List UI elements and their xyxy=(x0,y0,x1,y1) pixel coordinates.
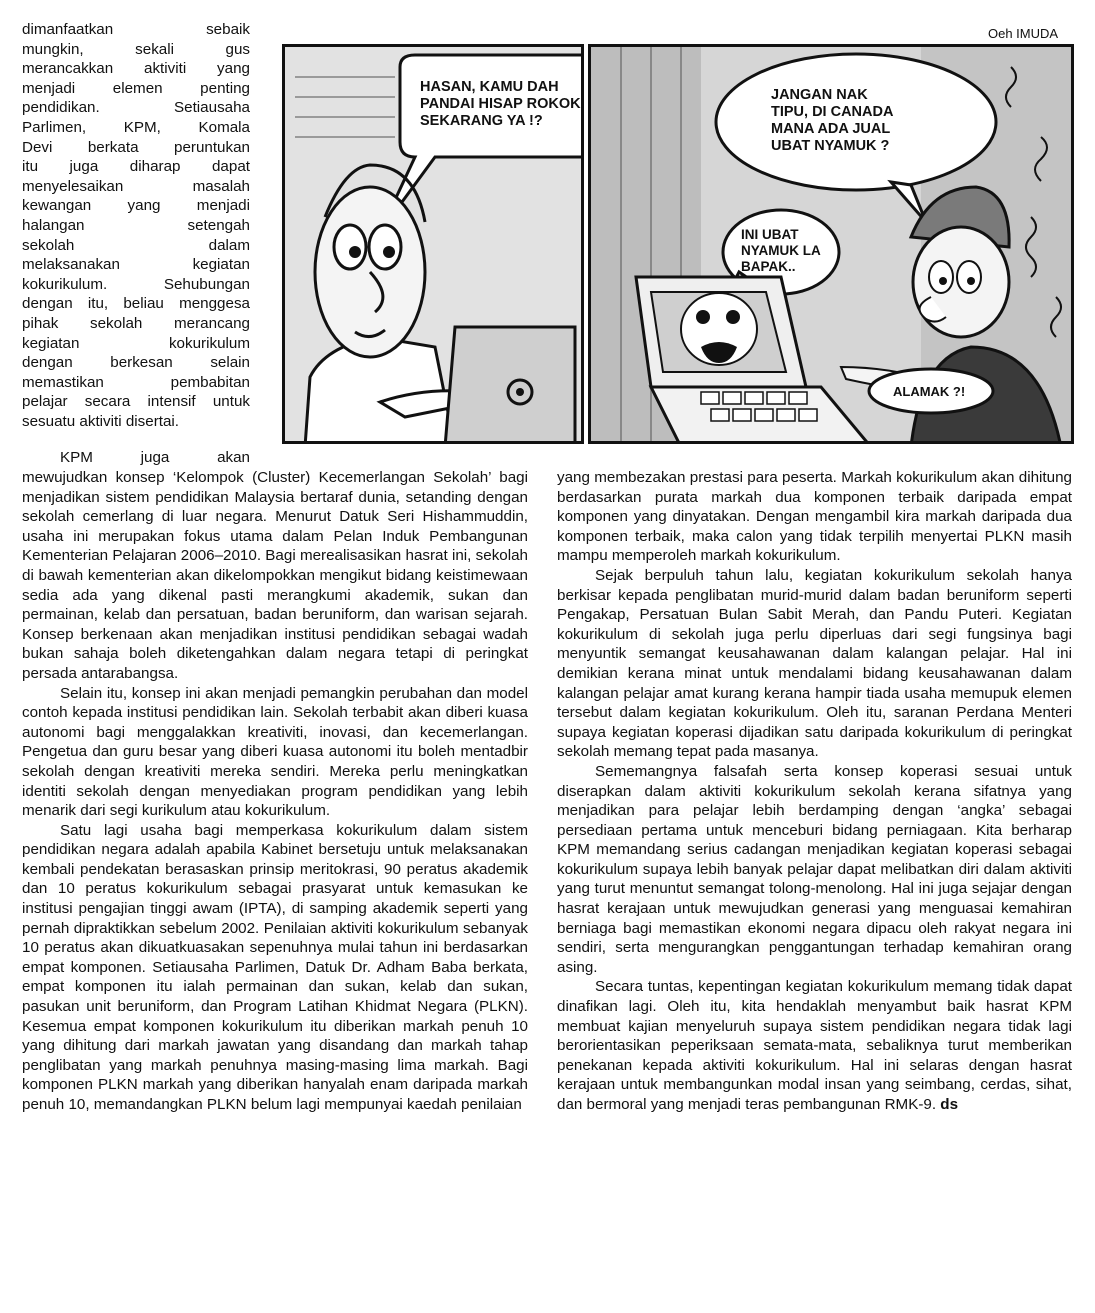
paragraph: Sememangnya falsafah serta konsep koperasi sesuai untuk diserapkan dalam aktiviti kokurikulum sekolah kerana sifatnya yang menjadikan para pelajar lebih berdamping dengan ‘angka’ sebagai persediaan pertama untuk menceburi bidang perniagaan. Kita berharap KPM memandang serius cadangan menjadikan kegiatan koperasi sebagai kokurikulum supaya lebih banyak pelajar dapat melibatkan diri dalam aktiviti yang turut menuntut semangat tolong-menolong. Hal ini juga sejajar dengan hasrat kerajaan untuk mewujudkan generasi yang menguasai kemahiran berniaga bagi memastikan ekonomi negara dipacu oleh rakyat negara ini sendiri, serta mengurangkan penggantungan terhadap kemahiran orang asing. xyxy=(557,762,1072,976)
intro-line: dimanfaatkan sebaik xyxy=(22,21,250,38)
paragraph: mewujudkan konsep ‘Kelompok (Cluster) Kecemerlangan Sekolah’ bagi menjadikan sistem pendidikan Malaysia bertaraf dunia, setanding dengan sekolah cemerlang di luar negara. Menurut Datuk Seri Hishammuddin, usaha ini merupakan fokus utama dalam Pelan Induk Pembangunan Kementerian Pelajaran 2006–2010. Bagi merealisasikan hasrat ini, sekolah di bawah kementerian akan dikelompokkan mengikut bidang keistimewaan sedia ada yang dikenal pasti merangkumi akademik, sukan dan permainan, kelab dan persatuan, badan beruniform, dan warisan sejarah. Konsep berkenaan akan menjadikan institusi pendidikan sebagai wadah bukan sahaja boleh diketengahkan dalam negara tetapi di peringkat persada antarabangsa. xyxy=(22,469,528,682)
editorial-cartoon xyxy=(282,44,1074,444)
intro-line: melaksanakan kegiatan xyxy=(22,256,250,274)
intro-line: sekolah dalam xyxy=(22,236,250,254)
paragraph-text: Secara tuntas, kepentingan kegiatan kokurikulum memang tidak dapat dinafikan lagi. Oleh itu, kita hendaklah menyambut baik hasrat KPM membuat kajian menyeluruh supaya sistem pendidikan negara tidak lagi berorientasikan peperiksaan semata-mata, sebaliknya turut memberikan penekanan kepada aktiviti kokurikulum. Hal ini selaras dengan hasrat kerajaan untuk membangunkan modal insan yang seimbang, cerdas, sihat, dan bermoral yang menjadi teras pembangunan RMK-9. xyxy=(557,978,1072,1113)
kpm-lead-line-wrap xyxy=(60,448,250,468)
intro-line: kokurikulum. Sehubungan xyxy=(22,275,250,293)
speech-bubble-exclaim: ALAMAK ?! xyxy=(893,384,966,399)
article-column-2 xyxy=(557,468,1072,1115)
intro-line: merancakkan aktiviti yang xyxy=(22,60,250,78)
kpm-lead-line: KPM juga akan xyxy=(60,449,250,466)
paragraph: Sejak berpuluh tahun lalu, kegiatan kokurikulum sekolah hanya berkisar kepada penglibatan murid-murid dalam badan beruniform seperti Pengakap, Persatuan Bulan Sabit Merah, dan Pandu Puteri. Kegiatan kokurikulum di sekolah juga perlu diperluas dari segi fungsinya bagi menyuntik semangat keusahawanan dalam kalangan pelajar. Hal ini demikian kerana minat untuk mendalami bidang keusahawanan dalam kalangan pelajar amat kurang kerana hampir tiada usaha memupuk elemen tersebut dalam kegiatan kokurikulum. Oleh itu, saranan Perdana Menteri supaya kegiatan koperasi dijadikan satu daripada kokurikulum di peringkat sekolah memang tepat pada masanya. xyxy=(557,566,1072,761)
intro-line: itu juga diharap dapat xyxy=(22,158,250,176)
intro-line: halangan setengah xyxy=(22,216,250,234)
intro-line: kewangan yang menjadi xyxy=(22,197,250,215)
cartoon-panel-1 xyxy=(282,44,584,444)
intro-line: dengan itu, beliau menggesa xyxy=(22,295,250,313)
article-column-1 xyxy=(22,468,528,1115)
speech-bubble-father-2: JANGAN NAK TIPU, DI CANADA MANA ADA JUAL UBAT NYAMUK ? xyxy=(771,87,894,154)
paragraph: yang membezakan prestasi para peserta. Markah kokurikulum akan dihitung berdasarkan purata markah dua komponen terbaik daripada empat komponen yang dinyatakan. Dengan mengambil kira markah daripada dua komponen terbaik, maka calon yang tidak terpilih menyertai PLKN masih mampu memperoleh markah kokurikulum. xyxy=(557,469,1072,565)
intro-line: pelajar secara intensif untuk xyxy=(22,393,250,411)
paragraph: Satu lagi usaha bagi memperkasa kokurikulum dalam sistem pendidikan negara adalah apabila Kabinet bersetuju untuk melaksanakan kembali pendekatan berasaskan prinsip meritokrasi, 90 peratus akademik dan 10 peratus kokurikulum sebagai prasyarat untuk kemasukan ke institusi pengajian tinggi awam (IPTA), di samping akademik seperti yang pernah dipraktikkan sebelum 2002. Penilaian aktiviti kokurikulum sebanyak 10 peratus akan dikuatkuasakan sepenuhnya mulai tahun ini berdasarkan empat komponen. Setiausaha Parlimen, Datuk Dr. Adham Baba berkata, empat komponen itu ialah permainan dan sukan, kelab dan sukan, pasukan unit beruniform, dan Program Latihan Khidmat Negara (PLKN). Kesemua empat komponen kokurikulum itu diberikan markah penuh 10 yang dihitung dari markah jawatan yang disandang dan markah tahap penglibatan yang markah penuhnya masing-masing lima markah. Bagi komponen PLKN markah yang diberikan hanyalah enam daripada markah penuh 10, memandangkan PLKN belum lagi mempunyai kaedah penilaian xyxy=(22,821,528,1113)
intro-line: menyelesaikan masalah xyxy=(22,177,250,195)
cartoon-credit: Oeh IMUDA xyxy=(988,26,1059,41)
cartoon-panel-2 xyxy=(588,44,1074,444)
intro-line: pendidikan. Setiausaha xyxy=(22,99,250,117)
speech-bubble-father-1: HASAN, KAMU DAH PANDAI HISAP ROKOK SEKARANG YA !? xyxy=(420,79,581,129)
intro-line: Parlimen, KPM, Komala xyxy=(22,118,250,136)
intro-line: Devi berkata peruntukan xyxy=(22,138,250,156)
intro-line: dengan berkesan selain xyxy=(22,354,250,372)
intro-line: mungkin, sekali gus xyxy=(22,40,250,58)
paragraph: Selain itu, konsep ini akan menjadi pemangkin perubahan dan model contoh kepada institusi pendidikan lain. Sekolah terbabit akan diberi kuasa autonomi bagi menggalakkan kreativiti, inovasi, dan kecemerlangan. Pengetua dan guru besar yang diberi kuasa autonomi itu boleh mentadbir sekolah dengan kreativiti mereka sendiri. Mereka perlu meningkatkan identiti sekolah dengan menyediakan program pendidikan yang lebih menarik dari segi kurikulum atau kokurikulum. xyxy=(22,684,528,820)
intro-line: menjadi elemen penting xyxy=(22,79,250,97)
intro-column xyxy=(22,20,250,431)
intro-line: kegiatan kokurikulum xyxy=(22,334,250,352)
intro-line: sesuatu aktiviti disertai. xyxy=(22,412,180,430)
intro-line: memastikan pembabitan xyxy=(22,373,250,391)
end-mark: ds xyxy=(940,1096,959,1113)
paragraph xyxy=(557,977,1072,1114)
speech-bubble-son: INI UBAT NYAMUK LA BAPAK.. xyxy=(741,227,821,274)
intro-line: pihak sekolah merancang xyxy=(22,314,250,332)
